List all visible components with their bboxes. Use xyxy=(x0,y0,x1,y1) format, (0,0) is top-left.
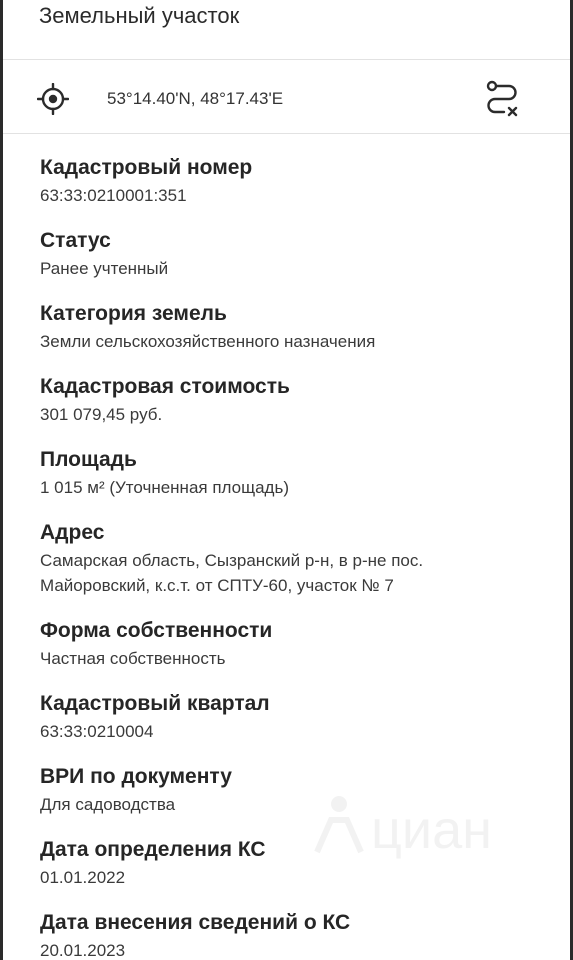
field-label: Дата внесения сведений о КС xyxy=(40,911,351,934)
header xyxy=(3,0,570,60)
field-label: ВРИ по документу xyxy=(40,765,232,788)
field-label: Кадастровый квартал xyxy=(40,692,270,715)
route-clear-icon[interactable] xyxy=(482,79,522,119)
property-details xyxy=(3,134,570,960)
field-valuation-date xyxy=(40,836,570,890)
field-value: 63:33:0210004 xyxy=(40,722,154,741)
field-label: Кадастровый номер xyxy=(40,156,253,179)
field-label: Адрес xyxy=(40,521,105,544)
field-label: Категория земель xyxy=(40,302,227,325)
field-cadastral-number xyxy=(40,154,570,208)
field-label: Площадь xyxy=(40,448,137,471)
field-land-category xyxy=(40,300,570,354)
field-value: 1 015 м² (Уточненная площадь) xyxy=(40,478,289,497)
field-value: 20.01.2023 xyxy=(40,941,126,960)
field-value: Частная собственность xyxy=(40,649,226,668)
field-value: Для садоводства xyxy=(40,795,176,814)
field-status xyxy=(40,227,570,281)
field-value: Ранее учтенный xyxy=(40,259,169,278)
field-address xyxy=(40,519,570,598)
coordinates-text[interactable]: 53°14.40'N, 48°17.43'E xyxy=(107,88,284,108)
field-label: Форма собственности xyxy=(40,619,273,642)
field-value: 01.01.2022 xyxy=(40,868,126,887)
field-cadastral-value xyxy=(40,373,570,427)
field-ownership-form xyxy=(40,617,570,671)
field-value: Земли сельскохозяйственного назначения xyxy=(40,332,376,351)
field-label: Кадастровая стоимость xyxy=(40,375,290,398)
field-permitted-use xyxy=(40,763,570,817)
field-cadastral-quarter xyxy=(40,690,570,744)
watermark-text: циан xyxy=(371,800,492,860)
field-value: 301 079,45 руб. xyxy=(40,405,163,424)
field-value: Самарская область, Сызранский р-н, в р-не пос. Майоровский, к.с.т. от СПТУ-60, участок № 7 xyxy=(40,551,424,595)
field-label: Дата определения КС xyxy=(40,838,266,861)
field-value: 63:33:0210001:351 xyxy=(40,186,187,205)
page-title: Земельный участок xyxy=(39,3,240,28)
field-entry-date xyxy=(40,909,570,960)
crosshair-icon[interactable] xyxy=(37,83,69,115)
coordinates-bar[interactable] xyxy=(3,64,570,134)
field-label: Статус xyxy=(40,229,111,252)
field-area xyxy=(40,446,570,500)
